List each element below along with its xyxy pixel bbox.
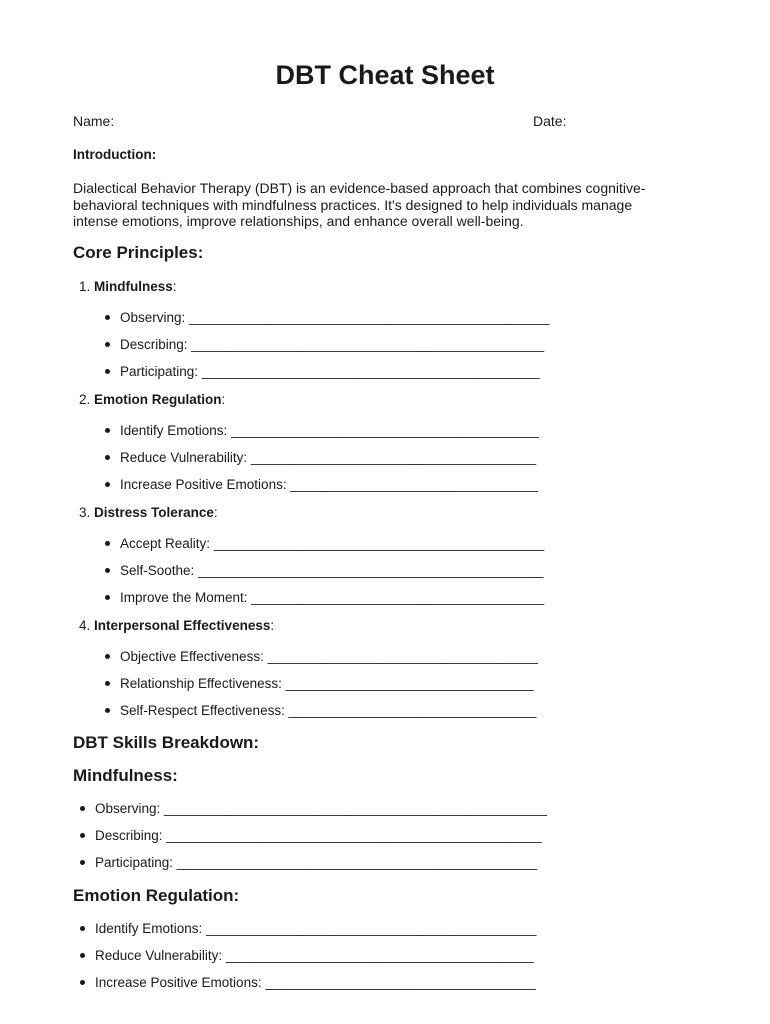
skills-item: [80, 975, 536, 990]
bullet-icon: [105, 369, 110, 374]
skills-item: [80, 801, 547, 816]
skills-item-text: Describing: __________________________________________________: [95, 828, 542, 843]
bullet-icon: [105, 681, 110, 686]
principle-item: [105, 423, 539, 438]
skills-item: [80, 921, 536, 936]
skills-item: [80, 948, 534, 963]
bullet-icon: [80, 860, 85, 865]
principle-number: 4.: [79, 618, 91, 633]
bullet-icon: [105, 342, 110, 347]
skills-section-heading: Emotion Regulation:: [73, 886, 240, 905]
bullet-icon: [80, 980, 85, 985]
skills-item-text: Increase Positive Emotions: ____________________________________: [95, 975, 536, 990]
principle-item: [105, 563, 543, 578]
bullet-icon: [105, 654, 110, 659]
principle-number: 2.: [79, 392, 91, 407]
bullet-icon: [105, 428, 110, 433]
principle-item-text: Self-Respect Effectiveness: _________________________________: [120, 703, 537, 718]
bullet-icon: [105, 482, 110, 487]
principle-item-text: Objective Effectiveness: ____________________________________: [120, 649, 538, 664]
principle-name: Distress Tolerance: [94, 505, 214, 520]
principle-name: Emotion Regulation: [94, 392, 222, 407]
principle-item-text: Participating: _____________________________________________: [120, 364, 540, 379]
principle-item: [105, 703, 536, 718]
skills-section-heading: Mindfulness:: [73, 766, 178, 785]
principle-item-text: Describing: _______________________________________________: [120, 337, 545, 352]
principle-heading: 3. Distress Tolerance:: [79, 505, 218, 520]
principle-number: 3.: [79, 505, 91, 520]
principle-item: [105, 590, 544, 605]
skills-breakdown-heading: DBT Skills Breakdown:: [73, 733, 260, 752]
bullet-icon: [80, 806, 85, 811]
principle-item-text: Observing: ________________________________________________: [120, 310, 550, 325]
principle-item: [105, 649, 538, 664]
principle-item-text: Increase Positive Emotions: _________________________________: [120, 477, 539, 492]
intro-line: Dialectical Behavior Therapy (DBT) is an evidence-based approach that combines cognitive-: [73, 180, 646, 196]
skills-item: [80, 828, 542, 843]
principle-item-text: Accept Reality: ____________________________________________: [120, 536, 545, 551]
skills-item-text: Observing: ___________________________________________________: [95, 801, 547, 816]
date-label: Date:: [533, 113, 567, 129]
principle-item: [105, 364, 540, 379]
principle-item: [105, 477, 538, 492]
name-label: Name:: [73, 113, 115, 129]
intro-heading: Introduction:: [73, 147, 157, 162]
principle-item-text: Reduce Vulnerability: ______________________________________: [120, 450, 537, 465]
principle-item-text: Relationship Effectiveness: _________________________________: [120, 676, 534, 691]
principle-heading: 1. Mindfulness:: [79, 279, 177, 294]
principle-heading: 2. Emotion Regulation:: [79, 392, 226, 407]
core-principles-heading: Core Principles:: [73, 243, 204, 262]
bullet-icon: [80, 926, 85, 931]
bullet-icon: [80, 833, 85, 838]
skills-item-text: Reduce Vulnerability: _________________________________________: [95, 948, 534, 963]
bullet-icon: [105, 455, 110, 460]
principle-heading: 4. Interpersonal Effectiveness:: [79, 618, 275, 633]
bullet-icon: [105, 541, 110, 546]
principle-item: [105, 450, 536, 465]
principle-number: 1.: [79, 279, 91, 294]
intro-line: intense emotions, improve relationships, and enhance overall well-being.: [73, 213, 524, 229]
skills-item-text: Participating: ________________________________________________: [95, 855, 538, 870]
intro-paragraph: [73, 180, 645, 230]
page-title: DBT Cheat Sheet: [275, 60, 495, 90]
principle-item-text: Self-Soothe: ______________________________________________: [120, 563, 544, 578]
principle-item: [105, 676, 533, 691]
bullet-icon: [105, 568, 110, 573]
bullet-icon: [80, 953, 85, 958]
bullet-icon: [105, 708, 110, 713]
intro-line: behavioral techniques with mindfulness practices. It's designed to help individuals manage: [73, 196, 633, 213]
bullet-icon: [105, 315, 110, 320]
skills-item: [80, 855, 537, 870]
principle-item: [105, 337, 544, 352]
bullet-icon: [105, 595, 110, 600]
principle-name: Mindfulness: [94, 279, 173, 294]
principle-item: [105, 310, 549, 325]
principle-name: Interpersonal Effectiveness: [94, 618, 271, 633]
principle-item: [105, 536, 544, 551]
skills-item-text: Identify Emotions: ____________________________________________: [95, 921, 537, 936]
principle-item-text: Identify Emotions: _________________________________________: [120, 423, 539, 438]
principle-item-text: Improve the Moment: _______________________________________: [120, 590, 545, 605]
